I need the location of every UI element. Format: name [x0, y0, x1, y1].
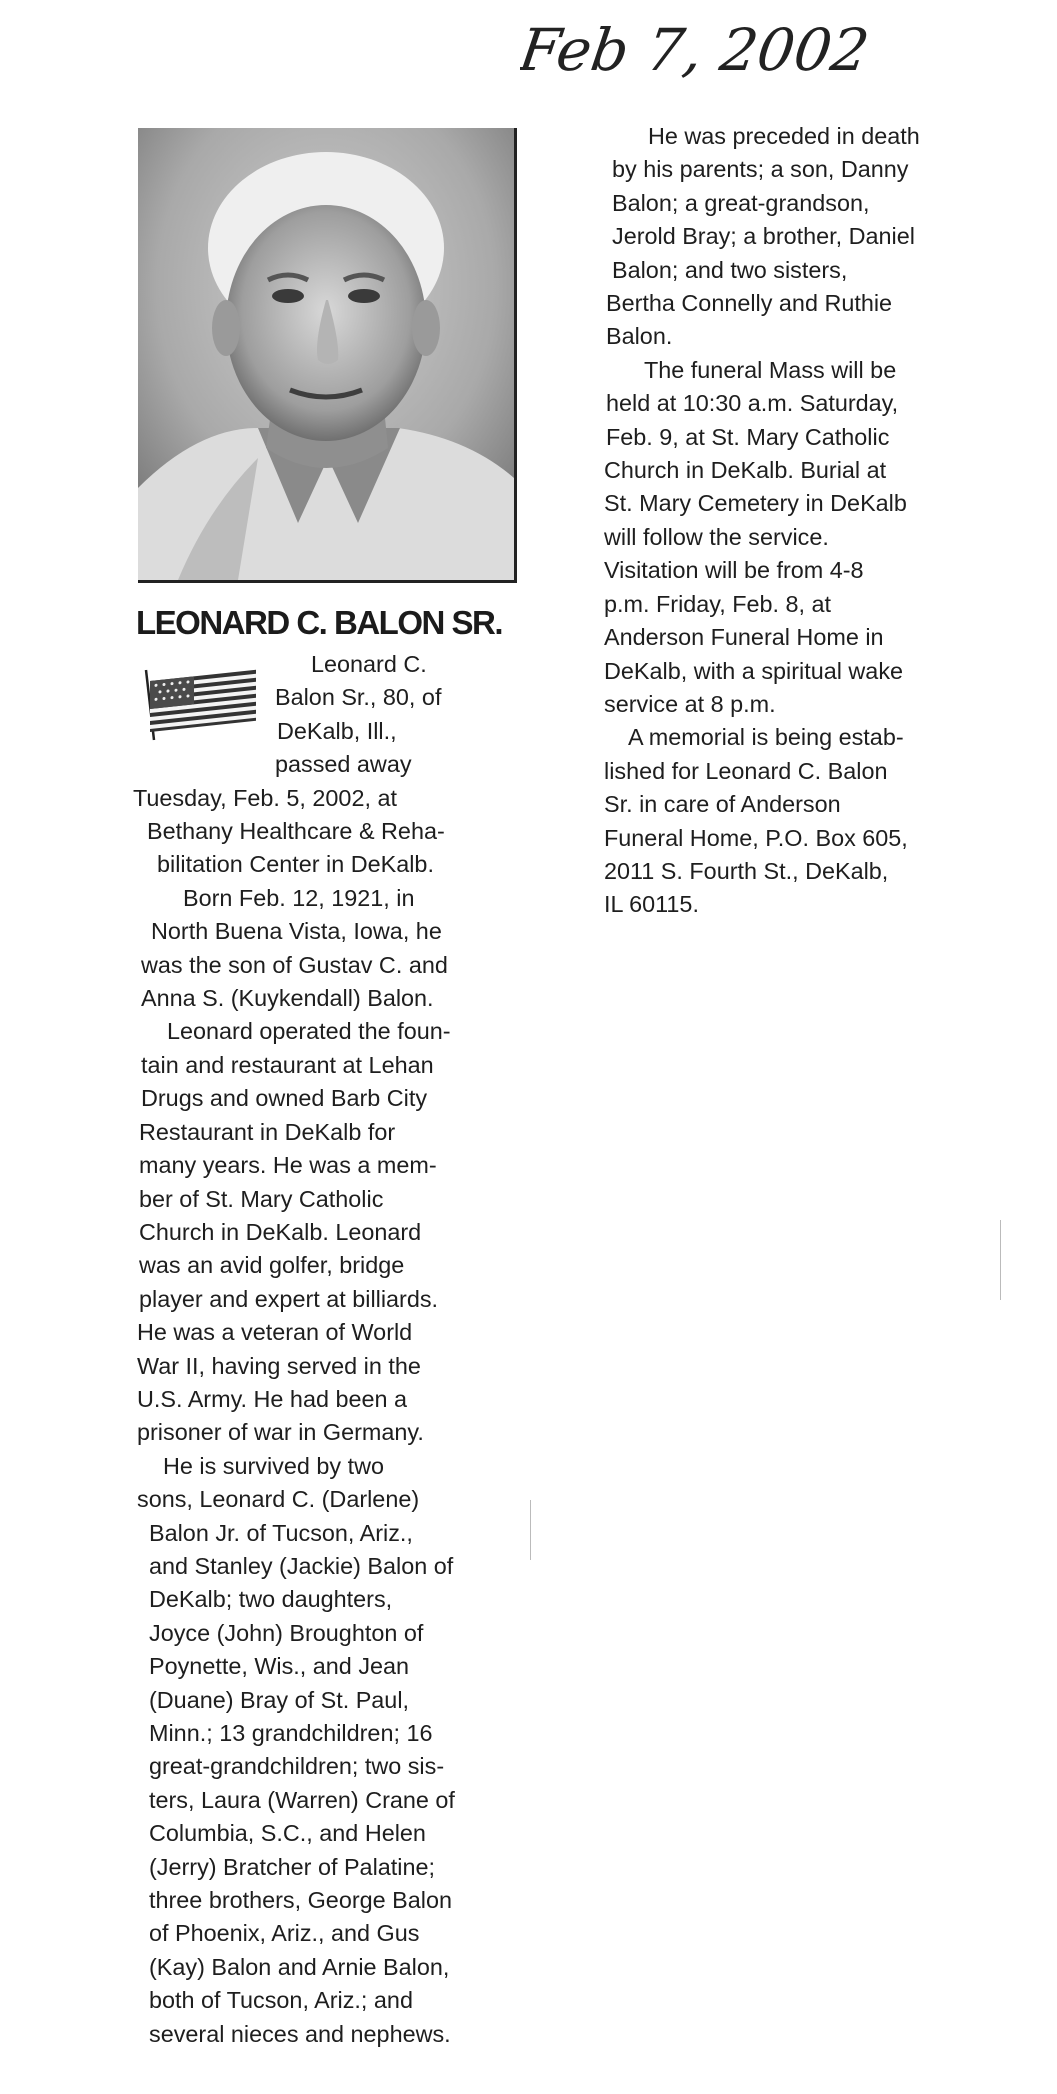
right-column-line: p.m. Friday, Feb. 8, at	[604, 590, 832, 617]
left-column-line: Drugs and owned Barb City	[141, 1085, 428, 1112]
obituary-right-column	[602, 120, 920, 922]
left-column-line: Columbia, S.C., and Helen	[149, 1820, 426, 1847]
handwritten-date-text: Feb 7, 2002	[520, 16, 874, 84]
left-column-line: both of Tucson, Ariz.; and	[149, 1987, 413, 2014]
photo-bottom-rule	[138, 580, 517, 583]
left-column-line: War II, having served in the	[137, 1352, 421, 1379]
left-column-line: Restaurant in DeKalb for	[139, 1118, 396, 1145]
left-column-line: Minn.; 13 grandchildren; 16	[149, 1720, 433, 1746]
right-column-line: Bertha Connelly and Ruthie	[606, 290, 893, 317]
left-column-line: Poynette, Wis., and Jean	[149, 1653, 410, 1680]
right-column-line: 2011 S. Fourth St., DeKalb,	[604, 857, 889, 884]
left-column-line: Leonard C.	[311, 651, 427, 677]
left-column-line: (Jerry) Bratcher of Palatine;	[149, 1853, 435, 1880]
left-column-line: ters, Laura (Warren) Crane of	[149, 1786, 455, 1813]
right-column-line: IL 60115.	[604, 891, 699, 918]
right-column-line: A memorial is being estab-	[628, 724, 904, 751]
right-column-line: Funeral Home, P.O. Box 605,	[604, 824, 908, 851]
right-column-line: by his parents; a son, Danny	[612, 156, 909, 183]
left-column-line: DeKalb, Ill.,	[277, 717, 397, 744]
left-column-line: ber of St. Mary Catholic	[139, 1185, 384, 1212]
left-column-line: Born Feb. 12, 1921, in	[183, 884, 415, 911]
left-column-line: tain and restaurant at Lehan	[141, 1051, 434, 1078]
left-column-line: Joyce (John) Broughton of	[149, 1619, 424, 1646]
scan-mark	[530, 1500, 531, 1560]
right-column-line: Jerold Bray; a brother, Daniel	[612, 223, 915, 250]
left-column-line: Anna S. (Kuykendall) Balon.	[141, 985, 434, 1012]
left-column-line: North Buena Vista, Iowa, he	[151, 918, 442, 945]
left-column-line: Leonard operated the foun-	[167, 1018, 451, 1045]
right-column-line: lished for Leonard C. Balon	[604, 757, 888, 784]
left-column-line: sons, Leonard C. (Darlene)	[137, 1486, 420, 1513]
right-column-line: Visitation will be from 4-8	[604, 557, 864, 584]
left-column-line: three brothers, George Balon	[149, 1887, 452, 1914]
right-column-line: Balon; a great-grandson,	[612, 189, 870, 216]
left-column-line: player and expert at billiards.	[139, 1285, 439, 1312]
left-column-line: Church in DeKalb. Leonard	[139, 1218, 422, 1245]
right-column-line: service at 8 p.m.	[604, 690, 776, 717]
left-column-line: Balon Sr., 80, of	[275, 684, 442, 711]
right-column-line: The funeral Mass will be	[644, 356, 897, 383]
obituary-headline: LEONARD C. BALON SR.	[136, 604, 502, 641]
left-column-line: passed away	[275, 751, 412, 778]
left-column-line: was an avid golfer, bridge	[139, 1252, 405, 1279]
left-column-line: great-grandchildren; two sis-	[149, 1753, 445, 1780]
left-column-line: Bethany Healthcare & Reha-	[147, 818, 445, 845]
scan-mark	[1000, 1220, 1001, 1300]
left-column-line: He is survived by two	[163, 1452, 384, 1479]
right-column-line: He was preceded in death	[648, 123, 920, 149]
left-column-line: bilitation Center in DeKalb.	[157, 851, 434, 878]
left-column-line: prisoner of war in Germany.	[137, 1419, 424, 1446]
right-column-line: St. Mary Cemetery in DeKalb	[604, 490, 907, 517]
handwritten-date	[520, 8, 1000, 98]
left-column-line: Tuesday, Feb. 5, 2002, at	[133, 784, 397, 811]
left-column-line: many years. He was a mem-	[139, 1152, 437, 1179]
left-column-line: DeKalb; two daughters,	[149, 1586, 393, 1613]
left-column-line: (Duane) Bray of St. Paul,	[149, 1686, 410, 1713]
left-column-line: was the son of Gustav C. and	[141, 951, 448, 978]
right-column-line: Church in DeKalb. Burial at	[604, 457, 887, 484]
right-column-line: will follow the service.	[604, 523, 829, 550]
right-column-line: DeKalb, with a spiritual wake	[604, 657, 904, 684]
left-column-line: U.S. Army. He had been a	[137, 1385, 407, 1412]
left-column-line: and Stanley (Jackie) Balon of	[149, 1552, 454, 1579]
right-column-line: Balon; and two sisters,	[612, 256, 848, 283]
right-column-line: Sr. in care of Anderson	[604, 791, 841, 818]
right-column-line: held at 10:30 a.m. Saturday,	[606, 390, 899, 417]
portrait-photo	[138, 128, 517, 580]
right-column-line: Feb. 9, at St. Mary Catholic	[606, 423, 890, 450]
obituary-left-column	[133, 648, 455, 2051]
right-column-line: Anderson Funeral Home in	[604, 624, 884, 651]
left-column-line: of Phoenix, Ariz., and Gus	[149, 1920, 420, 1947]
right-column-line: Balon.	[606, 323, 673, 350]
left-column-line: He was a veteran of World	[137, 1319, 413, 1346]
left-column-line: several nieces and nephews.	[149, 2020, 451, 2047]
left-column-line: Balon Jr. of Tucson, Ariz.,	[149, 1519, 413, 1546]
left-column-line: (Kay) Balon and Arnie Balon,	[149, 1953, 450, 1980]
